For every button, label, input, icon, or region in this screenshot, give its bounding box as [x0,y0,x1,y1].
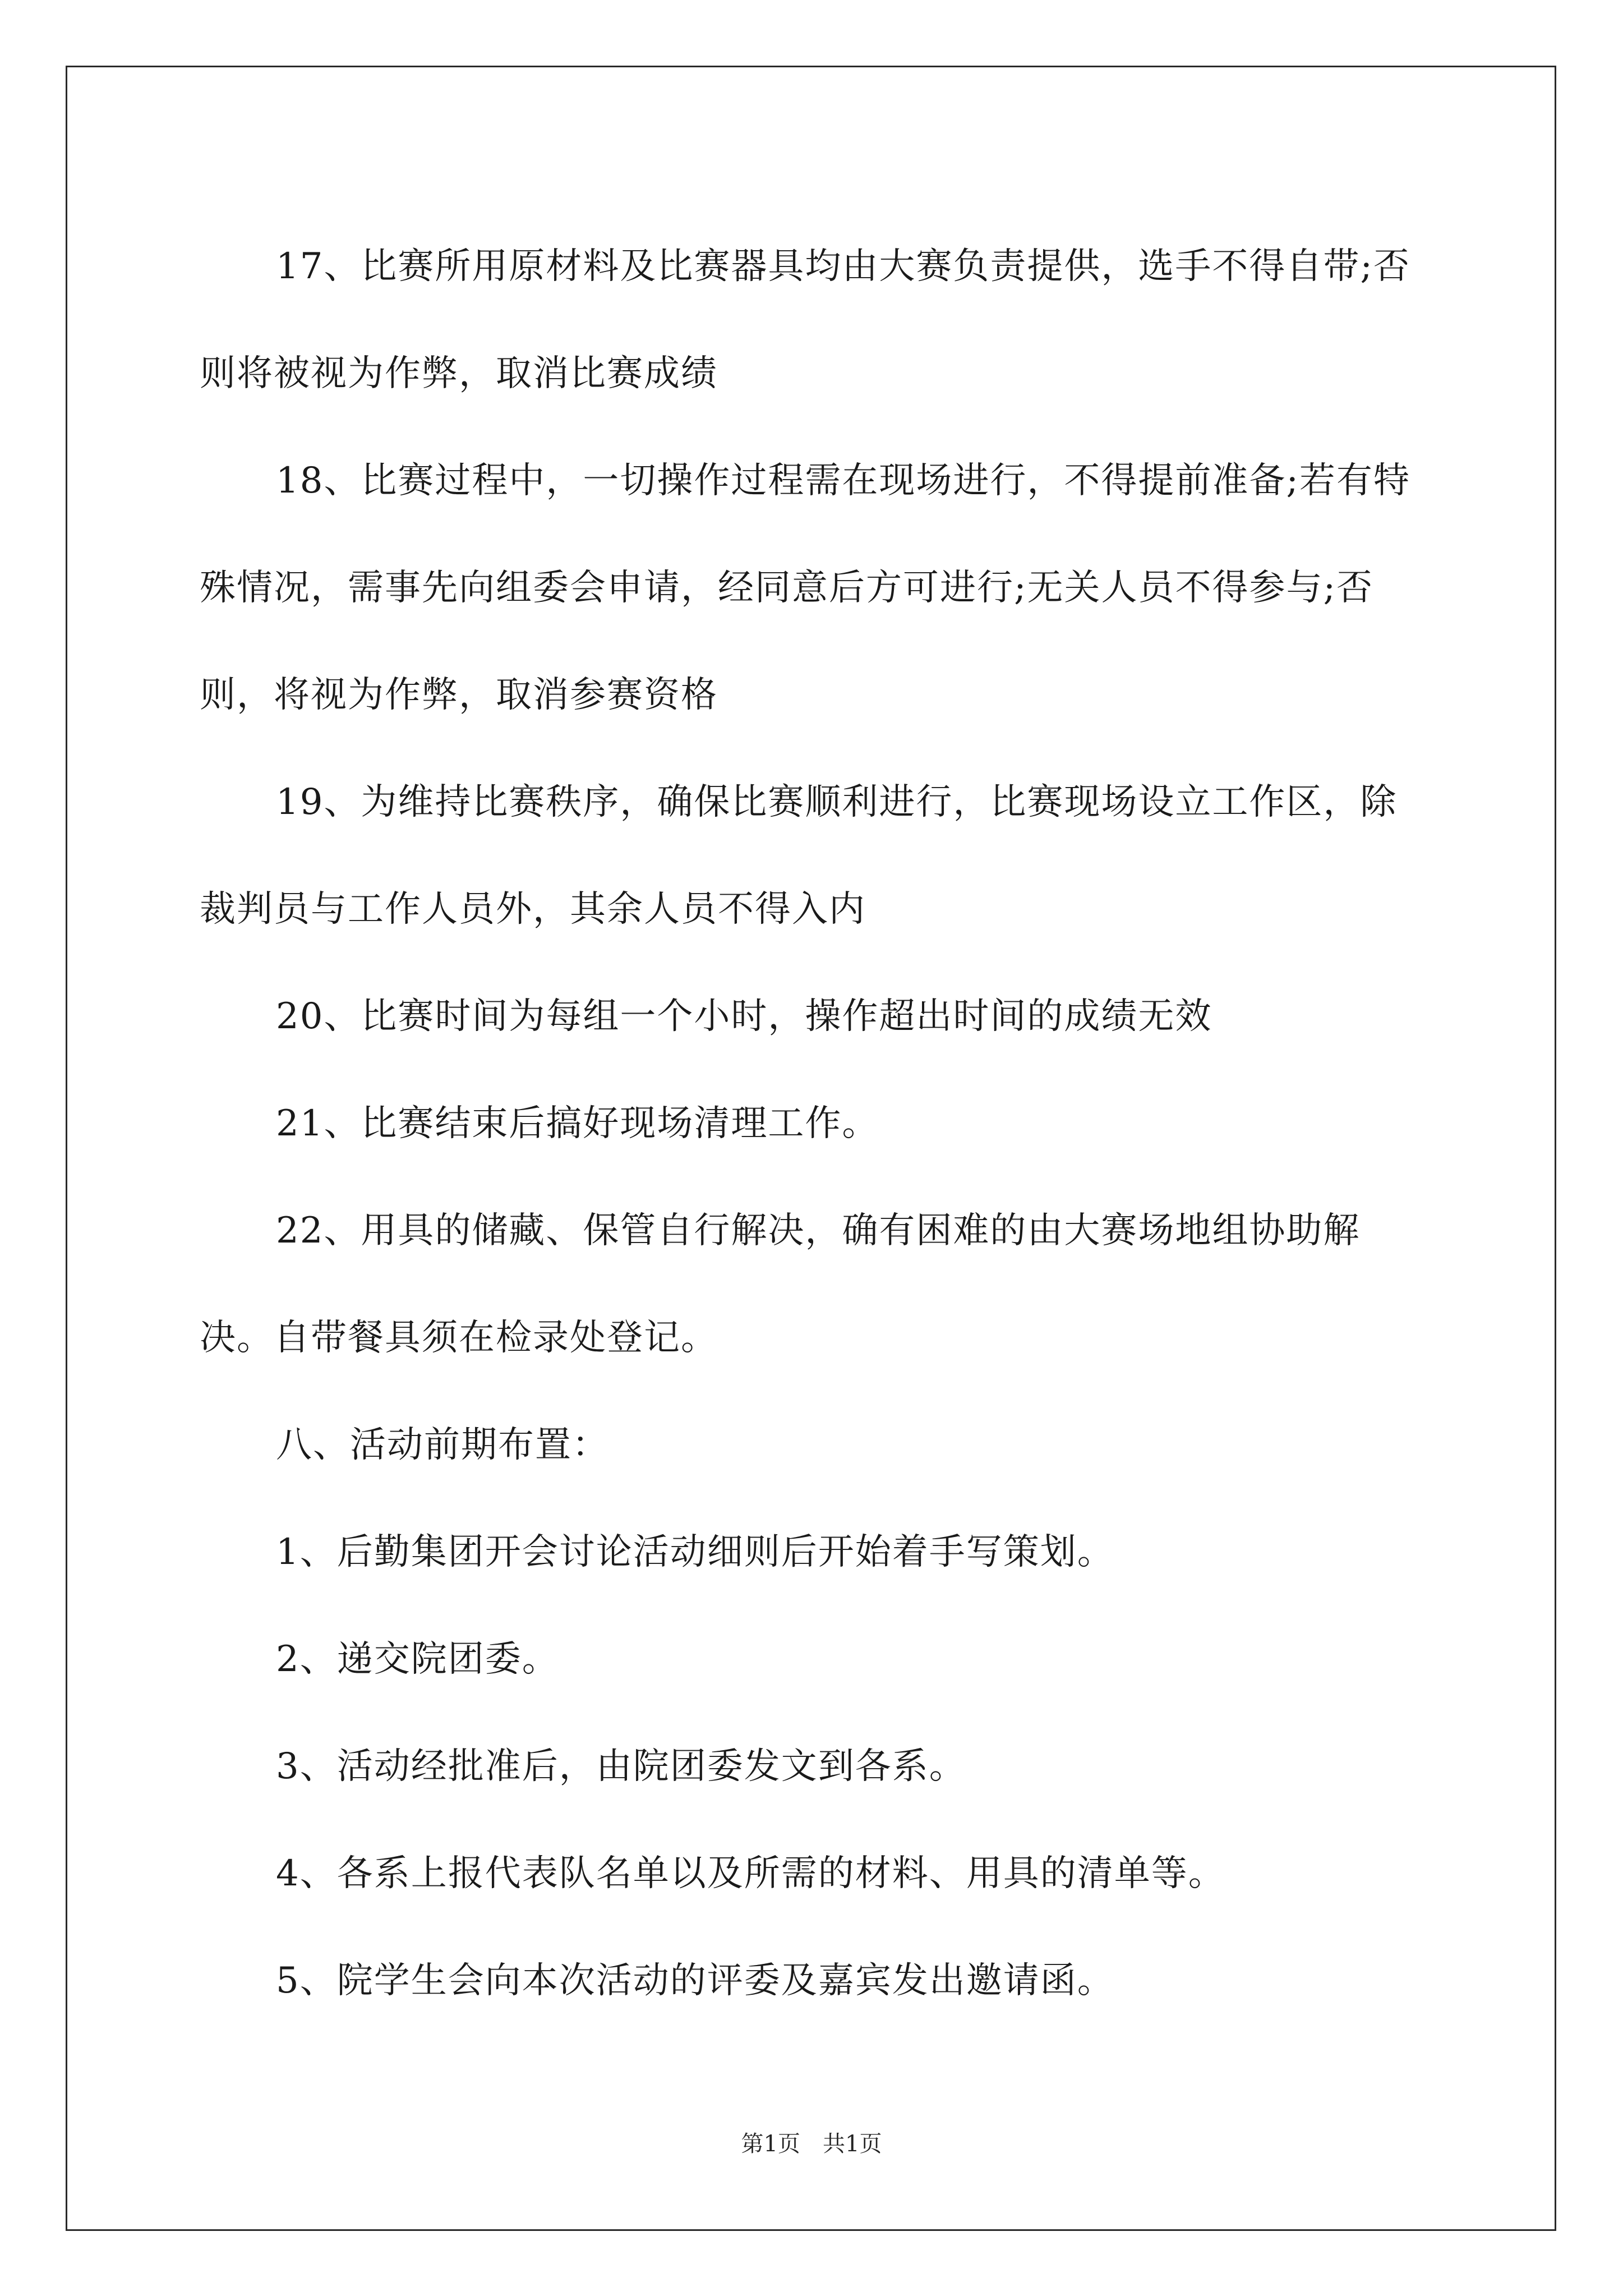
paragraph-step-4: 4、各系上报代表队名单以及所需的材料、用具的清单等。 [276,1853,1225,1894]
paragraph-rule-20: 20、比赛时间为每组一个小时，操作超出时间的成绩无效 [276,996,1212,1037]
paragraph-rule-18: 18、比赛过程中，一切操作过程需在现场进行，不得提前准备;若有特殊情况，需事先向组委会申请，经同意后方可进行;无关人员不得参与;否则，将视为作弊，取消参赛资格 [200,460,1410,716]
paragraph-step-1: 1、后勤集团开会讨论活动细则后开始着手写策划。 [276,1531,1114,1573]
paragraph-rule-19: 19、为维持比赛秩序，确保比赛顺利进行，比赛现场设立工作区，除裁判员与工作人员外，其余人员不得入内 [200,781,1398,930]
section-heading-preparation: 八、活动前期布置： [276,1424,609,1466]
paragraph-rule-22: 22、用具的储藏、保管自行解决，确有困难的由大赛场地组协助解决。自带餐具须在检录处登记。 [200,1210,1361,1359]
paragraph-step-2: 2、递交院团委。 [276,1639,559,1680]
paragraph-rule-21: 21、比赛结束后搞好现场清理工作。 [276,1103,879,1144]
paragraph-rule-17: 17、比赛所用原材料及比赛器具均由大赛负责提供，选手不得自带;否则将被视为作弊，取消比赛成绩 [200,246,1410,394]
paragraph-step-3: 3、活动经批准后，由院团委发文到各系。 [276,1746,966,1787]
paragraph-step-5: 5、院学生会向本次活动的评委及嘉宾发出邀请函。 [276,1960,1114,2001]
document-body [200,213,1433,2035]
page-number-footer: 第1页 共1页 [741,2131,882,2157]
